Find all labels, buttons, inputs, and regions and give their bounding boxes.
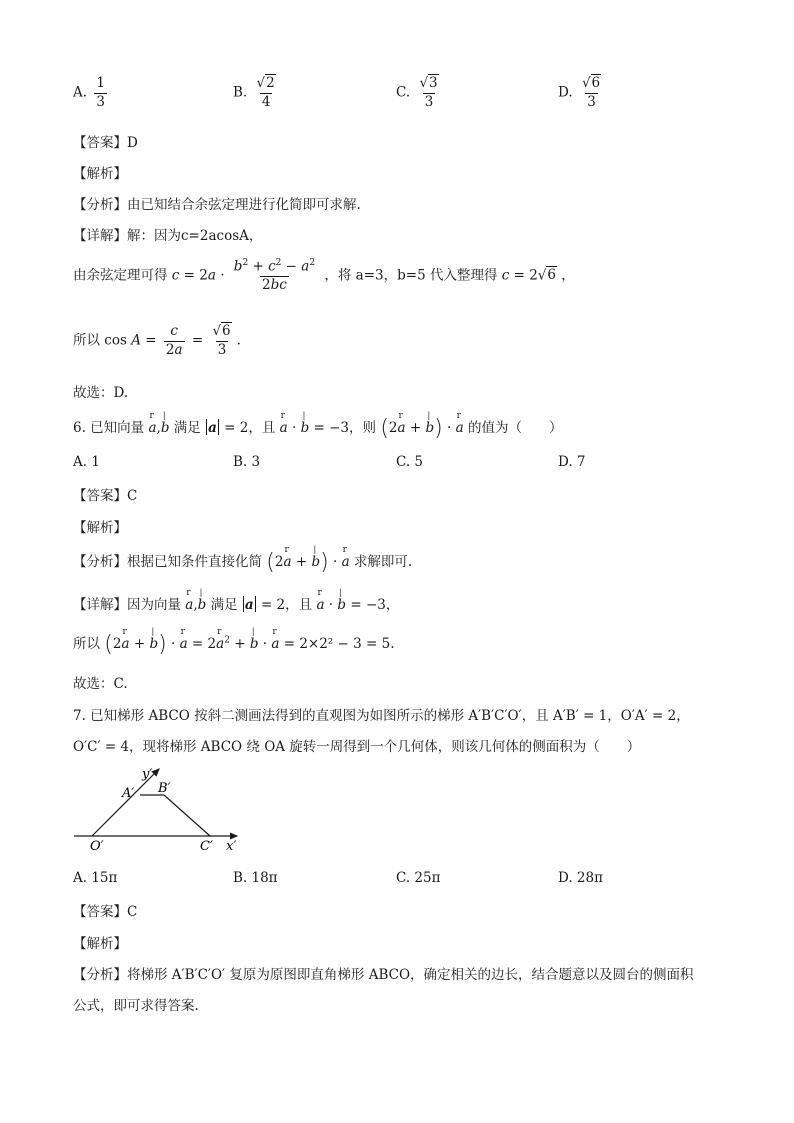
q6-analysis-heading: 【解析】: [73, 520, 127, 536]
point-b-label: B′: [158, 781, 171, 796]
q7-option-c: C. 25π: [396, 870, 441, 886]
point-o-label: O′: [90, 839, 104, 854]
q6-stem: 6. 已知向量 r a,| b 满足 a = 2，且 r a · | b = −3，则 (2r a + | b) · r a 的值为（ ）: [73, 416, 562, 441]
law-prefix: 由余弦定理可得: [73, 267, 168, 284]
trapezoid-figure: [70, 764, 250, 856]
option-d-fraction: [580, 76, 603, 110]
detail-b: 满足: [210, 597, 238, 613]
q6-option-b: B. 3: [233, 454, 261, 470]
q6-option-d: D. 7: [558, 454, 586, 470]
q6-detail: 【详解】因为向量 r a,| b 满足 a = 2，且 r a · | b = −3，: [73, 593, 399, 613]
stem-b: 满足: [173, 420, 201, 436]
q6-answer: 【答案】C: [73, 488, 138, 504]
cos-fraction: $\frac{c}{2a}$: [165, 323, 183, 358]
q7-option-b: B. 18π: [233, 870, 278, 886]
frac-den: 3: [96, 93, 105, 110]
option-d: [558, 76, 606, 110]
detail-c: = 2，且: [260, 597, 313, 613]
q6-so-line: 所以 (2r a + | b) · r a = 2r $a^2$ + | b · r a = 2×2² − 3 = 5.: [73, 632, 394, 657]
option-a: [73, 76, 110, 110]
frac-den: 4: [261, 93, 271, 110]
q5-answer: 【答案】D: [73, 135, 138, 151]
option-b-label: B.: [233, 84, 248, 101]
option-b-fraction: [255, 76, 278, 110]
option-c: [396, 76, 444, 110]
q6-pick: 故选：C.: [73, 676, 128, 692]
frac-num: √6: [581, 75, 601, 91]
stem-d: = −3，则: [313, 420, 377, 436]
so-prefix: 所以: [73, 332, 100, 349]
stem-a: 6. 已知向量: [73, 420, 145, 436]
option-b: [233, 76, 281, 110]
q5-analysis-heading: 【解析】: [73, 166, 127, 182]
q7-answer: 【答案】C: [73, 904, 138, 920]
q6-fenxi: 【分析】根据已知条件直接化简 (2r a + | b) · r a 求解即可.: [73, 550, 412, 575]
so-prefix: 所以: [73, 636, 100, 652]
q7-option-a: A. 15π: [73, 870, 118, 886]
q6-option-c: C. 5: [396, 454, 424, 470]
frac-num: √3: [419, 75, 438, 91]
option-c-label: C.: [396, 84, 411, 101]
fenxi-b: 求解即可.: [353, 554, 413, 570]
point-a-label: A′: [122, 786, 135, 801]
frac-den: 3: [424, 93, 434, 110]
radicand: 3: [429, 75, 438, 91]
stem-e: 的值为（ ）: [467, 420, 563, 436]
q5-detail: 【详解】解：因为c=2acosA，: [73, 228, 263, 244]
q6-option-a: A. 1: [73, 454, 100, 470]
option-d-label: D.: [558, 84, 573, 101]
y-axis-label: y′: [142, 767, 153, 782]
option-a-label: A.: [73, 84, 88, 101]
q7-fenxi-line2: 公式，即可求得答案.: [73, 998, 199, 1014]
q7-stem-line2: O′C′ = 4，现将梯形 ABCO 绕 OA 旋转一周得到一个几何体，则该几何体的侧面积为（ ）: [73, 739, 641, 755]
q5-law-line: 由余弦定理可得 c = 2a · $\frac{b^2 + c^2 - a^2}{2bc}$ ，将 a=3，b=5 代入整理得 c = 2√6 ，: [73, 258, 575, 294]
stem-c: = 2，且: [224, 420, 276, 436]
result-fraction: $\frac{√6}{3}$: [212, 323, 231, 358]
detail-d: = −3，: [350, 597, 400, 613]
law-end: ，: [561, 267, 575, 284]
q7-analysis-heading: 【解析】: [73, 936, 127, 952]
fenxi-a: 【分析】根据已知条件直接化简: [73, 554, 262, 570]
frac-den: 3: [587, 93, 596, 110]
law-fraction: $\frac{b^2 + c^2 - a^2}{2bc}$: [233, 258, 316, 294]
frac-num: 1: [96, 75, 105, 91]
detail-a: 【详解】因为向量: [73, 597, 181, 613]
radicand: 6: [591, 75, 601, 91]
point-c-label: C′: [200, 839, 213, 854]
q7-option-d: D. 28π: [558, 870, 603, 886]
so-expr: = 2×2² − 3 = 5.: [283, 636, 395, 652]
right-edge: [164, 795, 210, 836]
q5-fenxi: 【分析】由已知结合余弦定理进行化简即可求解.: [73, 197, 361, 213]
frac-num: √2: [256, 75, 275, 91]
x-axis-label: x′: [226, 839, 237, 854]
law-mid: ，将 a=3，b=5 代入整理得: [324, 267, 498, 284]
q7-stem-line1: 7. 已知梯形 ABCO 按斜二测画法得到的直观图为如图所示的梯形 A′B′C′O′，且 A′B′ = 1，O′A′ = 2，: [73, 708, 690, 724]
radicand: 2: [266, 75, 275, 91]
q5-pick: 故选：D.: [73, 385, 129, 401]
option-a-fraction: [94, 76, 107, 110]
q5-so-line: 所以 cos A = $\frac{c}{2a}$ = $\frac{√6}{3}$ .: [73, 323, 241, 358]
q7-fenxi-line1: 【分析】将梯形 A′B′C′O′ 复原为原图即直角梯形 ABCO，确定相关的边长，结合题意以及圆台的侧面积: [73, 967, 694, 983]
option-c-fraction: [417, 76, 440, 110]
